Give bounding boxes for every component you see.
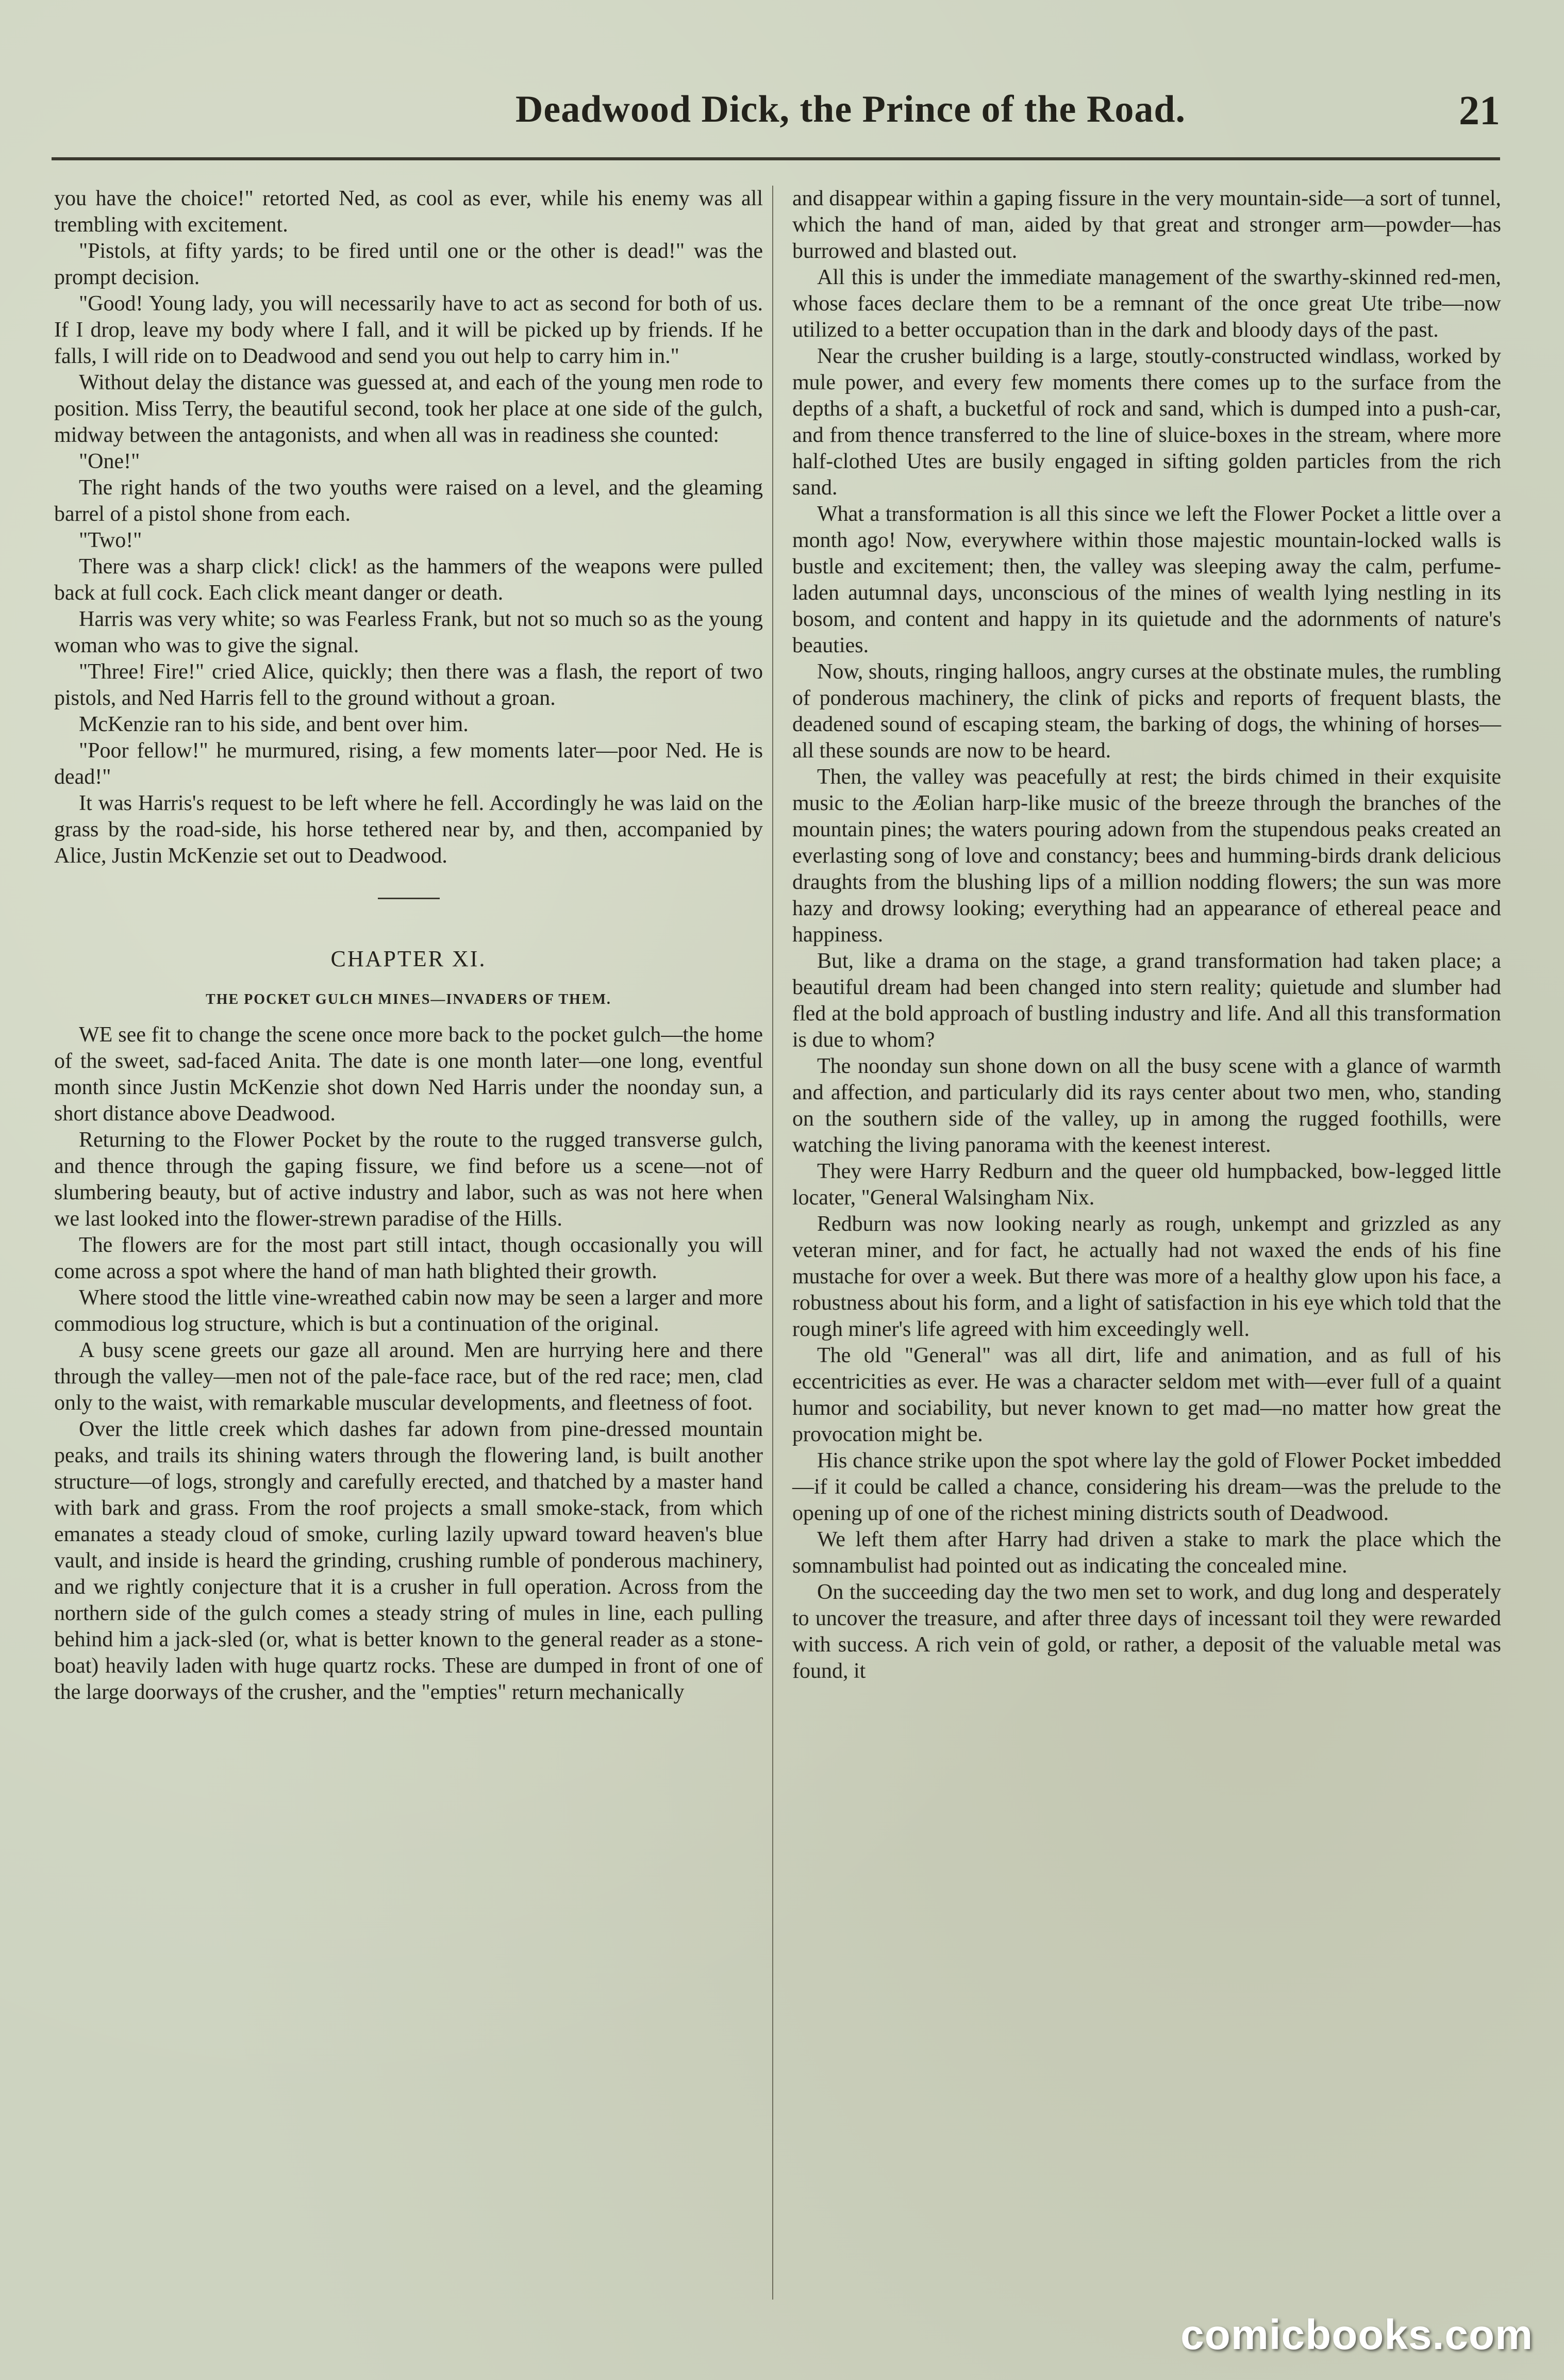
watermark-logo: comicbooks.com bbox=[1180, 2311, 1533, 2358]
paragraph: They were Harry Redburn and the queer old humpbacked, bow-legged little locater, "General Walsingham Nix. bbox=[792, 1160, 1501, 1210]
page-number: 21 bbox=[1459, 88, 1500, 134]
paragraph: you have the choice!" retorted Ned, as cool as ever, while his enemy was all trembling with excitement. bbox=[54, 187, 763, 237]
paragraph: Over the little creek which dashes far adown from pine-dressed mountain peaks, and trails its shining waters through the flowering land, is built another structure—of logs, strongly and carefully erected, and thatched by a master hand with bark and grass. From the roof projects a small smoke-stack, from which emanates a steady cloud of smoke, curling lazily upward toward heaven's blue vault, and inside is heard the grinding, crushing rumble of ponderous machinery, and we rightly conjecture that it is a crusher in full operation. Across from the northern side of the gulch comes a steady string of mules in line, each pulling behind him a jack-sled (or, what is better known to the general reader as a stone-boat) heavily laden with huge quartz rocks. These are dumped in front of one of the large doorways of the crusher, and the "empties" return mechanically bbox=[54, 1417, 763, 1704]
paragraph: "Three! Fire!" cried Alice, quickly; then there was a flash, the report of two pistols, and Ned Harris fell to the ground without a groan. bbox=[54, 660, 763, 710]
paragraph: Redburn was now looking nearly as rough, unkempt and grizzled as any veteran miner, and for fact, he actually had not waxed the ends of his fine mustache for over a week. But there was more of a healthy glow upon his face, a robustness about his form, and a light of satisfaction in his eye which told that the rough miner's life agreed with him exceedingly well. bbox=[792, 1212, 1501, 1341]
left-column bbox=[54, 186, 763, 1706]
paragraph: "Good! Young lady, you will necessarily have to act as second for both of us. If I drop, leave my body where I fall, and it will be picked up by friends. If he falls, I will ride on to Deadwood and send you out help to carry him in." bbox=[54, 292, 763, 368]
paragraph: "Poor fellow!" he murmured, rising, a few moments later—poor Ned. He is dead!" bbox=[54, 739, 763, 789]
paragraph: A busy scene greets our gaze all around. Men are hurrying here and there through the valley—men not of the pale-face race, but of the red race; men, clad only to the waist, with remarkable muscular developments, and fleetness of foot. bbox=[54, 1338, 763, 1415]
chapter-subtitle: THE POCKET GULCH MINES—INVADERS OF THEM. bbox=[206, 991, 611, 1007]
header-rule bbox=[52, 157, 1500, 160]
paragraph: His chance strike upon the spot where lay the gold of Flower Pocket imbedded—if it could be called a chance, considering his dream—was the prelude to the opening up of one of the richest mining districts south of Deadwood. bbox=[792, 1449, 1501, 1525]
paragraph: All this is under the immediate management of the swarthy-skinned red-men, whose faces declare them to be a remnant of the once great Ute tribe—now utilized to a better occupation than in the dark and bloody days of the past. bbox=[792, 266, 1501, 342]
paragraph: Returning to the Flower Pocket by the route to the rugged transverse gulch, and thence through the gaping fissure, we find before us a scene—not of slumbering beauty, but of active industry and labor, such as was not here when we last looked into the flower-strewn paradise of the Hills. bbox=[54, 1128, 763, 1231]
paragraph: Now, shouts, ringing halloos, angry curses at the obstinate mules, the rumbling of ponderous machinery, the clink of picks and reports of frequent blasts, the deadened sound of escaping steam, the barking of dogs, the whining of horses—all these sounds are now to be heard. bbox=[792, 660, 1501, 763]
running-title: Deadwood Dick, the Prince of the Road. bbox=[515, 88, 1186, 130]
paragraph: The noonday sun shone down on all the busy scene with a glance of warmth and affection, and particularly did its rays center about two men, who, standing on the southern side of the valley, up in among the rugged foothills, were watching the living panorama with the keenest interest. bbox=[792, 1054, 1501, 1157]
paragraph: Near the crusher building is a large, stoutly-constructed windlass, worked by mule power, and every few moments there comes up to the surface from the depths of a shaft, a bucketful of rock and sand, which is dumped into a push-car, and from thence transferred to the line of sluice-boxes in the stream, where more half-clothed Utes are busily engaged in sifting golden particles from the rich sand. bbox=[792, 344, 1501, 500]
paragraph: We left them after Harry had driven a stake to mark the place which the somnambulist had pointed out as indicating the concealed mine. bbox=[792, 1528, 1501, 1578]
right-column bbox=[792, 186, 1501, 1684]
paragraph: Then, the valley was peacefully at rest; the birds chimed in their exquisite music to the Æolian harp-like music of the breeze through the branches of the mountain pines; the waters pouring adown from the stupendous peaks created an everlasting song of love and constancy; bees and humming-birds drank delicious draughts from the blushing lips of a million nodding flowers; the sun was more hazy and drowsy looking; everything had an appearance of ethereal peace and happiness. bbox=[792, 765, 1501, 947]
paragraph: There was a sharp click! click! as the hammers of the weapons were pulled back at full cock. Each click meant danger or death. bbox=[54, 555, 763, 605]
paragraph: On the succeeding day the two men set to work, and dug long and desperately to uncover the treasure, and after three days of incessant toil they were rewarded with success. A rich vein of gold, or rather, a deposit of the valuable metal was found, it bbox=[792, 1580, 1501, 1683]
paragraph: The old "General" was all dirt, life and animation, and as full of his eccentricities as ever. He was a character seldom met with—ever full of a quaint humor and sociability, but never known to get mad—no matter how great the provocation might be. bbox=[792, 1344, 1501, 1446]
paragraph: But, like a drama on the stage, a grand transformation had taken place; a beautiful dream had been changed into stern reality; quietude and slumber had fled at the bold approach of bustling industry and life. And all this transformation is due to whom? bbox=[792, 949, 1501, 1052]
paragraph: Where stood the little vine-wreathed cabin now may be seen a larger and more commodious log structure, which is but a continuation of the original. bbox=[54, 1286, 763, 1336]
column-divider bbox=[772, 186, 773, 2300]
paragraph: and disappear within a gaping fissure in the very mountain-side—a sort of tunnel, which the hand of man, aided by that great and stronger arm—powder—has burrowed and blasted out. bbox=[792, 187, 1501, 263]
paragraph: "Two!" bbox=[79, 528, 142, 552]
paragraph: "One!" bbox=[79, 450, 140, 473]
paragraph: Without delay the distance was guessed at, and each of the young men rode to position. Miss Terry, the beautiful second, took her place at one side of the gulch, midway between the antagonists, and when all was in readiness she counted: bbox=[54, 371, 763, 447]
paragraph: WE see fit to change the scene once more back to the pocket gulch—the home of the sweet, sad-faced Anita. The date is one month later—one long, eventful month since Justin McKenzie shot down Ned Harris under the noonday sun, a short distance above Deadwood. bbox=[54, 1023, 763, 1126]
paragraph: "Pistols, at fifty yards; to be fired until one or the other is dead!" was the prompt decision. bbox=[54, 239, 763, 289]
paragraph: The right hands of the two youths were raised on a level, and the gleaming barrel of a pistol shone from each. bbox=[54, 476, 763, 526]
paragraph: The flowers are for the most part still intact, though occasionally you will come across a spot where the hand of man hath blighted their growth. bbox=[54, 1233, 763, 1283]
paragraph: McKenzie ran to his side, and bent over him. bbox=[79, 713, 469, 736]
paragraph: What a transformation is all this since we left the Flower Pocket a little over a month ago! Now, everywhere within those majestic mountain-locked walls is bustle and excitement; then, the valley was sleeping away the calm, perfume-laden autumnal days, unconscious of the mines of wealth lying nestling in its bosom, and content and happy in its quietude and the adornments of nature's beauties. bbox=[792, 502, 1501, 657]
paragraph: It was Harris's request to be left where he fell. Accordingly he was laid on the grass by the road-side, his horse tethered near by, and then, accompanied by Alice, Justin McKenzie set out to Deadwood. bbox=[54, 791, 763, 868]
running-head bbox=[52, 88, 1500, 144]
section-divider bbox=[378, 898, 440, 899]
chapter-title: CHAPTER XI. bbox=[330, 946, 487, 971]
paragraph: Harris was very white; so was Fearless Frank, but not so much so as the young woman who was to give the signal. bbox=[54, 607, 763, 657]
